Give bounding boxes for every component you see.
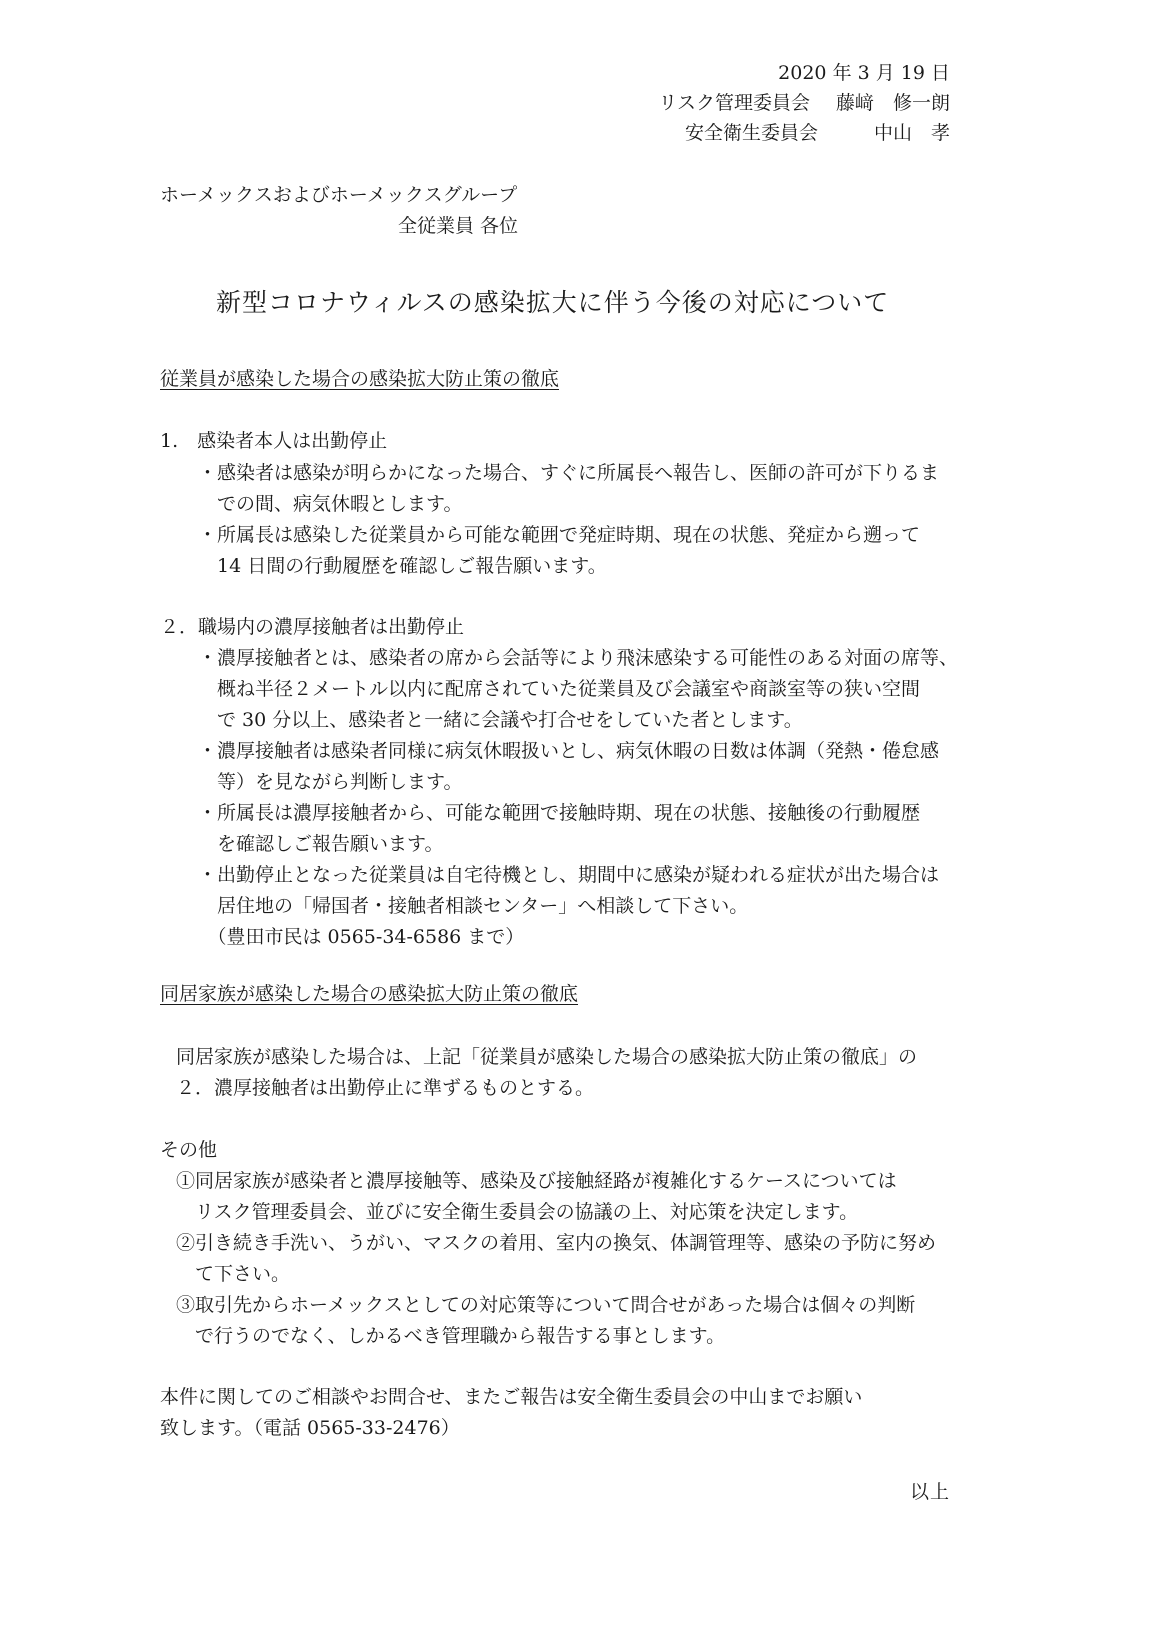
- item-2-line: ・濃厚接触者とは、感染者の席から会話等により飛沫感染する可能性のある対面の席等、: [198, 647, 959, 669]
- other-line: ③取引先からホーメックスとしての対応策等について問合せがあった場合は個々の判断: [176, 1294, 916, 1316]
- contact-line: 本件に関してのご相談やお問合せ、またご報告は安全衛生委員会の中山までお願い: [160, 1386, 863, 1408]
- other-line: で行うのでなく、しかるべき管理職から報告する事とします。: [176, 1325, 726, 1347]
- other-line: ①同居家族が感染者と濃厚接触等、感染及び接触経路が複雑化するケースについては: [176, 1170, 897, 1192]
- contact-line: 致します。（電話 0565-33-2476）: [160, 1417, 460, 1439]
- document-date: 2020 年 3 月 19 日: [778, 62, 950, 84]
- item-1-line: での間、病気休暇とします。: [198, 493, 463, 515]
- item-2-line: （豊田市民は 0565-34-6586 まで）: [198, 926, 525, 948]
- other-line: リスク管理委員会、並びに安全衛生委員会の協議の上、対応策を決定します。: [176, 1201, 859, 1223]
- addressee-line-1: ホーメックスおよびホーメックスグループ: [160, 184, 518, 206]
- item-2-line: を確認しご報告願います。: [198, 833, 444, 855]
- item-1-line: 14 日間の行動履歴を確認しご報告願います。: [198, 555, 607, 577]
- section-heading-employee: 従業員が感染した場合の感染拡大防止策の徹底: [160, 368, 560, 390]
- item-2-line: ・濃厚接触者は感染者同様に病気休暇扱いとし、病気休暇の日数は体調（発熱・倦怠感: [198, 740, 940, 762]
- person-name: 中山 孝: [873, 122, 950, 144]
- addressee-line-2: 全従業員 各位: [398, 215, 519, 237]
- item-2-line: で 30 分以上、感染者と一緒に会議や打合せをしていた者とします。: [198, 709, 803, 731]
- section-heading-family: 同居家族が感染した場合の感染拡大防止策の徹底: [160, 983, 579, 1005]
- other-line: ②引き続き手洗い、うがい、マスクの着用、室内の換気、体調管理等、感染の予防に努め: [176, 1232, 937, 1254]
- page-title: 新型コロナウィルスの感染拡大に伴う今後の対応について: [216, 288, 890, 317]
- item-2-line: 概ね半径２メートル以内に配席されていた従業員及び会議室や商談室等の狭い空間: [198, 678, 921, 700]
- person-name: 藤﨑 修一朗: [835, 92, 950, 114]
- item-1-label: 1. 感染者本人は出勤停止: [160, 430, 388, 452]
- other-line: て下さい。: [176, 1263, 291, 1285]
- item-1-line: ・感染者は感染が明らかになった場合、すぐに所属長へ報告し、医師の許可が下りるま: [198, 462, 940, 484]
- committee-name: 安全衛生委員会: [684, 122, 818, 144]
- family-line: ２．濃厚接触者は出勤停止に準ずるものとする。: [176, 1077, 595, 1099]
- signatory-risk-committee: [658, 88, 950, 115]
- item-2-label: ２．職場内の濃厚接触者は出勤停止: [160, 616, 465, 638]
- item-2-line: 等）を見ながら判断します。: [198, 771, 463, 793]
- item-1-line: ・所属長は感染した従業員から可能な範囲で発症時期、現在の状態、発症から遡って: [198, 524, 921, 546]
- item-2-line: ・所属長は濃厚接触者から、可能な範囲で接触時期、現在の状態、接触後の行動履歴: [198, 802, 921, 824]
- section-heading-other: その他: [160, 1139, 218, 1161]
- family-line: 同居家族が感染した場合は、上記「従業員が感染した場合の感染拡大防止策の徹底」の: [176, 1046, 918, 1068]
- closing-mark: 以上: [909, 1481, 950, 1503]
- item-2-line: 居住地の「帰国者・接触者相談センター」へ相談して下さい。: [198, 895, 749, 917]
- committee-name: リスク管理委員会: [658, 92, 810, 114]
- signatory-safety-committee: [685, 118, 950, 145]
- item-2-line: ・出勤停止となった従業員は自宅待機とし、期間中に感染が疑われる症状が出た場合は: [198, 864, 940, 886]
